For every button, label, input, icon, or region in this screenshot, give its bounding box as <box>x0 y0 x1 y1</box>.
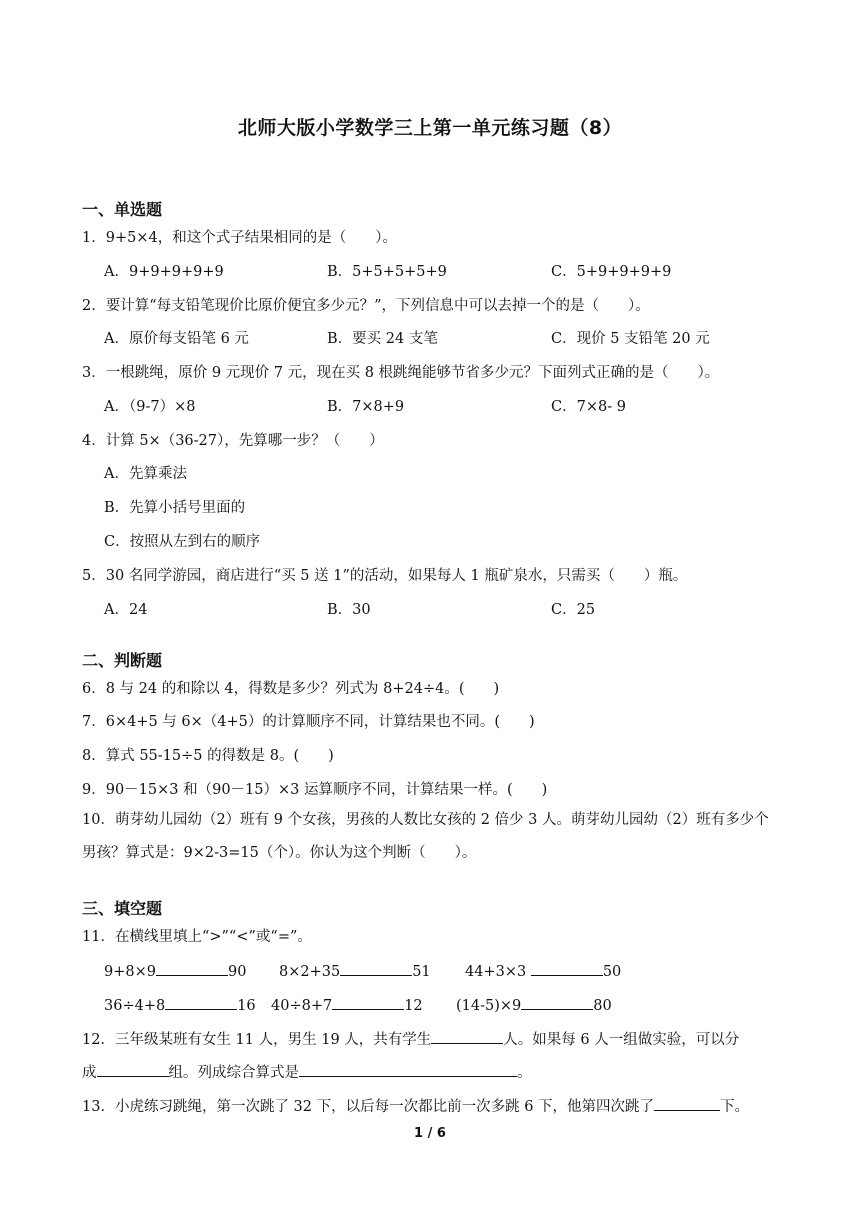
q3-option-a: A．（9-7）×8 <box>104 399 196 415</box>
question-13 <box>82 1094 749 1116</box>
question-12-text: 12．三年级某班有女生 11 人，男生 19 人，共有学生 <box>82 1032 432 1048</box>
question-10: 10．萌芽幼儿园幼（2）班有 9 个女孩，男孩的人数比女孩的 2 倍少 3 人。萌芽幼儿园幼（2）班有多少个男孩？算式是：9×2-3=15（个）。你认为这个判断（ ）。 <box>82 812 769 861</box>
q1-option-c: C．5+9+9+9+9 <box>551 264 672 280</box>
q4-option-c: C．按照从左到右的顺序 <box>104 534 261 550</box>
question-12-text: 。 <box>517 1065 532 1081</box>
comparison-right: 51 <box>412 964 431 980</box>
question-12-text: 组。列成综合算式是 <box>168 1065 299 1081</box>
comparison-left: (14-5)×9 <box>456 998 522 1014</box>
comparison-left: 8×2+35 <box>279 964 341 980</box>
comparison-item <box>104 993 256 1014</box>
question-8: 8．算式 55-15÷5 的得数是 8。( ) <box>82 748 334 764</box>
q2-option-a: A．原价每支铅笔 6 元 <box>104 331 249 347</box>
q4-option-b: B．先算小括号里面的 <box>104 500 246 516</box>
question-12-text: 人。如果每 6 人一组做实验，可以分 <box>503 1032 740 1048</box>
answer-blank[interactable] <box>299 1060 517 1077</box>
section-heading-true-false: 二、判断题 <box>82 651 163 670</box>
comparison-left: 36÷4+8 <box>104 998 166 1014</box>
question-12-line-1 <box>82 1027 739 1049</box>
question-12-line-2 <box>82 1060 532 1082</box>
comparison-left: 40÷8+7 <box>271 998 333 1014</box>
question-9: 9．90－15×3 和（90－15）×3 运算顺序不同，计算结果一样。( ) <box>82 782 548 798</box>
comparison-item <box>104 959 246 980</box>
comparison-right: 80 <box>593 998 612 1014</box>
q5-option-b: B．30 <box>327 602 371 618</box>
answer-blank[interactable] <box>431 1027 503 1044</box>
question-13-text: 下。 <box>720 1099 750 1115</box>
answer-blank[interactable] <box>97 1060 169 1077</box>
answer-blank[interactable] <box>521 993 593 1010</box>
comparison-left: 44+3×3 <box>465 964 531 980</box>
q5-option-a: A．24 <box>104 602 148 618</box>
q5-option-c: C．25 <box>551 602 596 618</box>
comparison-right: 12 <box>404 998 423 1014</box>
q1-option-b: B．5+5+5+5+9 <box>327 264 447 280</box>
question-6: 6．8 与 24 的和除以 4，得数是多少？列式为 8+24÷4。( ) <box>82 681 500 697</box>
comparison-right: 16 <box>237 998 256 1014</box>
answer-blank[interactable] <box>332 993 404 1010</box>
comparison-item <box>271 993 423 1014</box>
answer-blank[interactable] <box>654 1094 720 1111</box>
answer-blank[interactable] <box>340 959 412 976</box>
question-5: 5．30 名同学游园，商店进行“买 5 送 1”的活动，如果每人 1 瓶矿泉水，只需买（ ）瓶。 <box>82 568 688 584</box>
question-2: 2．要计算“每支铅笔现价比原价便宜多少元？”，下列信息中可以去掉一个的是（ ）。 <box>82 298 650 314</box>
answer-blank[interactable] <box>156 959 228 976</box>
comparison-left: 9+8×9 <box>104 964 156 980</box>
question-11: 11．在横线里填上“>”“<”或“=”。 <box>82 929 312 945</box>
q3-option-c: C．7×8- 9 <box>551 399 626 415</box>
section-heading-single-choice: 一、单选题 <box>82 200 163 219</box>
question-13-text: 13．小虎练习跳绳，第一次跳了 32 下，以后每一次都比前一次多跳 6 下，他第四次跳了 <box>82 1099 655 1115</box>
comparison-right: 90 <box>227 964 247 980</box>
comparison-item <box>465 959 621 980</box>
section-heading-fill-blank: 三、填空题 <box>82 899 163 918</box>
q2-option-b: B．要买 24 支笔 <box>327 331 438 347</box>
question-4: 4．计算 5×（36-27），先算哪一步？（ ） <box>82 433 384 449</box>
question-7: 7．6×4+5 与 6×（4+5）的计算顺序不同，计算结果也不同。( ) <box>82 714 535 730</box>
question-12-text: 成 <box>82 1065 97 1081</box>
q1-option-a: A．9+9+9+9+9 <box>104 264 224 280</box>
page-title: 北师大版小学数学三上第一单元练习题（8） <box>237 117 623 139</box>
question-3: 3．一根跳绳，原价 9 元现价 7 元，现在买 8 根跳绳能够节省多少元？下面列式正确的是（ ）。 <box>82 365 720 381</box>
answer-blank[interactable] <box>165 993 237 1010</box>
q2-option-c: C．现价 5 支铅笔 20 元 <box>551 331 710 347</box>
question-1: 1．9+5×4，和这个式子结果相同的是（ ）。 <box>82 230 397 246</box>
comparison-item <box>456 993 612 1014</box>
q3-option-b: B．7×8+9 <box>327 399 405 415</box>
comparison-item <box>279 959 431 980</box>
page-number: 1 / 6 <box>414 1126 446 1141</box>
comparison-right: 50 <box>602 964 622 980</box>
answer-blank[interactable] <box>531 959 603 976</box>
q4-option-a: A．先算乘法 <box>104 466 187 482</box>
